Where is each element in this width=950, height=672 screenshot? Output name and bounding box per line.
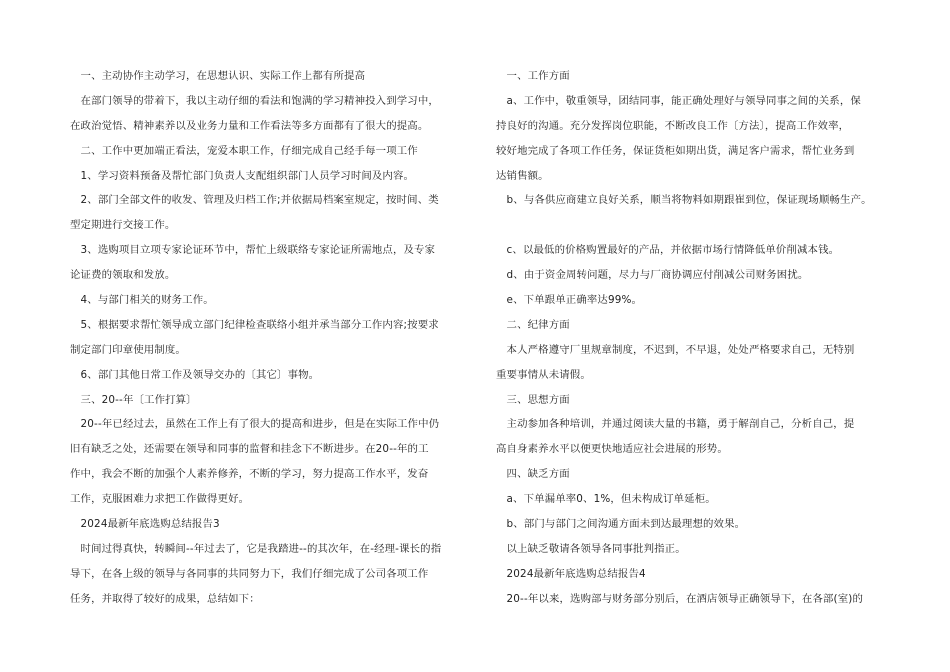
text-line: 论证费的领取和发放。	[70, 269, 176, 282]
text-line: 二、纪律方面	[496, 318, 570, 331]
text-line: 在政治觉悟、精神素养以及业务力量和工作看法等多方面都有了很大的提高。	[70, 119, 429, 132]
text-line: b、与各供应商建立良好关系，顺当将物料如期跟崔到位，保证现场顺畅生产。	[496, 194, 872, 207]
text-line: 1、学习资料预备及帮忙部门负责人支配组织部门人员学习时间及内容。	[70, 169, 415, 182]
text-line: 5、根据要求帮忙领导成立部门纪律检查联络小组并承当部分工作内容;按要求	[70, 318, 439, 331]
text-line: 工作，克服困难力求把工作做得更好。	[70, 493, 250, 506]
text-line: 作中，我会不断的加强个人素养修养，不断的学习，努力提高工作水平，发奋	[70, 468, 429, 481]
text-line: 在部门领导的带着下，我以主动仔细的看法和饱满的学习精神投入到学习中，	[70, 94, 439, 107]
text-line: c、以最低的价格购置最好的产品，并依据市场行情降低单价削减本钱。	[496, 244, 840, 257]
text-line: 20--年以来，选购部与财务部分别后，在酒店领导正确领导下，在各部(室)的	[496, 592, 864, 605]
text-line: d、由于资金周转问题，尽力与厂商协调应付削减公司财务困扰。	[496, 269, 809, 282]
text-line: 型定期进行交接工作。	[70, 219, 176, 232]
right-text-column	[496, 64, 884, 612]
text-line: 2、部门全部文件的收发、管理及归档工作;并依据局档案室规定，按时间、类	[70, 194, 439, 207]
text-line: 任务，并取得了较好的成果，总结如下：	[70, 592, 260, 605]
text-line: 三、思想方面	[496, 393, 570, 406]
text-line: 2024最新年底选购总结报告3	[70, 518, 220, 531]
text-line: 三、20--年〔工作打算〕	[70, 393, 197, 406]
text-line: 重要事情从未请假。	[496, 368, 591, 381]
text-line: 本人严格遵守厂里规章制度，不迟到，不早退，处处严格要求自己，无特别	[496, 343, 855, 356]
text-line: 持良好的沟通。充分发挥岗位职能，不断改良工作〔方法〕，提高工作效率，	[496, 119, 850, 132]
text-line: 导下，在各上级的领导与各同事的共同努力下，我们仔细完成了公司各项工作	[70, 567, 429, 580]
text-line: 二、工作中更加端正看法，宠爱本职工作，仔细完成自己经手每一项工作	[70, 144, 418, 157]
text-line: 一、工作方面	[496, 70, 570, 82]
text-line: 达销售额。	[496, 169, 549, 182]
text-line: 4、与部门相关的财务工作。	[70, 294, 214, 307]
text-line: 20--年已经过去，虽然在工作上有了很大的提高和进步，但是在实际工作中仍	[70, 418, 440, 431]
text-line: e、下单跟单正确率达99%。	[496, 294, 643, 307]
text-line: b、部门与部门之间沟通方面未到达最理想的效果。	[496, 518, 746, 531]
text-line: 一、主动协作主动学习，在思想认识、实际工作上都有所提高	[70, 70, 366, 82]
text-line: 制定部门印章使用制度。	[70, 343, 186, 356]
text-line: 6、部门其他日常工作及领导交办的〔其它〕事物。	[70, 368, 320, 381]
text-line: 高自身素养水平以便更快地适应社会进展的形势。	[496, 443, 728, 456]
text-line: a、下单漏单率0、1%，但未构成订单延柜。	[496, 493, 716, 506]
text-line: 以上缺乏敬请各领导各同事批判指正。	[496, 542, 686, 555]
left-text-column	[70, 64, 462, 612]
text-line: 3、选购项目立项专家论证环节中，帮忙上级联络专家论证所需地点，及专家	[70, 244, 436, 257]
blank-line	[496, 213, 884, 238]
text-line: 旧有缺乏之处，还需要在领导和同事的监督和挂念下不断进步。在20--年的工	[70, 443, 429, 456]
text-line: 四、缺乏方面	[496, 468, 570, 481]
text-line: 主动参加各种培训，并通过阅读大量的书籍，勇于解剖自己，分析自己，提	[496, 418, 855, 431]
text-line: 较好地完成了各项工作任务，保证货柜如期出货，满足客户需求，帮忙业务到	[496, 144, 855, 157]
text-line: 2024最新年底选购总结报告4	[496, 567, 646, 580]
text-line: 时间过得真快，转瞬间--年过去了，它是我踏进--的其次年，在-经理-课长的指	[70, 542, 442, 555]
text-line: a、工作中，敬重领导，团结同事，能正确处理好与领导同事之间的关系，保	[496, 94, 861, 107]
